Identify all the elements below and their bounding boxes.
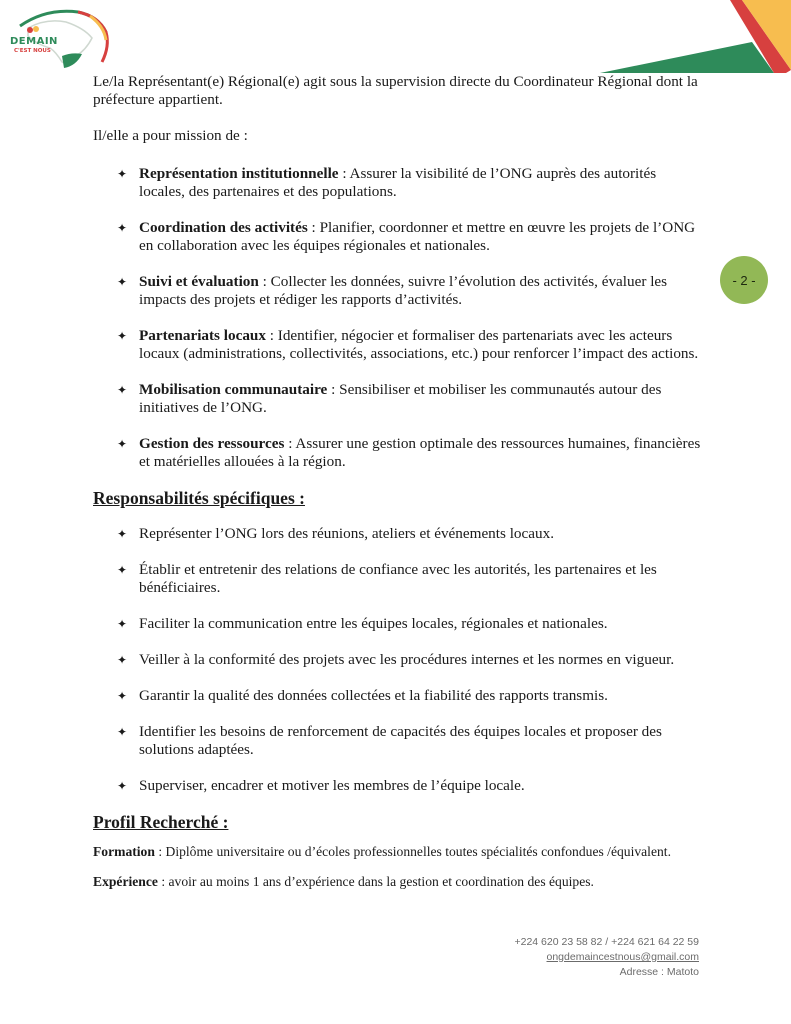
- star-bullet-icon: ✦: [117, 617, 128, 631]
- star-bullet-icon: ✦: [117, 437, 128, 451]
- star-bullet-icon: ✦: [117, 653, 128, 667]
- address: Adresse : Matoto: [619, 966, 699, 978]
- mission-text: : Assurer la visibilité de l’ONG auprès des autorités locales, des partenaires et des populations.: [139, 165, 657, 200]
- mission-lead: Il/elle a pour mission de :: [93, 127, 248, 144]
- logo-subtitle: C'EST NOUS: [14, 48, 51, 54]
- experience-label: Expérience: [93, 874, 158, 889]
- responsibility-text: Superviser, encadrer et motiver les membres de l’équipe locale.: [139, 777, 525, 794]
- mission-item: [117, 273, 703, 309]
- mission-title: Représentation institutionnelle: [139, 165, 339, 182]
- mission-text: : Assurer une gestion optimale des ressources humaines, financières et matérielles allouées à la région.: [139, 435, 701, 470]
- mission-title: Gestion des ressources: [139, 435, 285, 452]
- formation-text: : Diplôme universitaire ou d’écoles professionnelles toutes spécialités confondues /équivalent.: [154, 844, 671, 859]
- star-bullet-icon: ✦: [117, 329, 128, 343]
- mission-text: : Collecter les données, suivre l’évolution des activités, évaluer les impacts des projets et rédiger les rapports d’activités.: [139, 273, 668, 308]
- responsibility-text: Représenter l’ONG lors des réunions, ateliers et événements locaux.: [139, 525, 554, 542]
- missions-list: [93, 165, 703, 471]
- responsibility-item: [117, 615, 703, 633]
- mission-text: : Planifier, coordonner et mettre en œuvre les projets de l’ONG en collaboration avec les équipes régionales et nationales.: [139, 219, 696, 254]
- responsibility-item: [117, 525, 703, 543]
- star-bullet-icon: ✦: [117, 527, 128, 541]
- mission-item: [117, 327, 703, 363]
- star-bullet-icon: ✦: [117, 779, 128, 793]
- mission-text: : Sensibiliser et mobiliser les communautés autour des initiatives de l’ONG.: [139, 381, 662, 416]
- responsibility-text: Garantir la qualité des données collectées et la fiabilité des rapports transmis.: [139, 687, 608, 704]
- responsibility-item: [117, 651, 703, 669]
- responsibility-item: [117, 687, 703, 705]
- email-link[interactable]: ongdemaincestnous@gmail.com: [546, 951, 699, 963]
- responsibility-text: Établir et entretenir des relations de confiance avec les autorités, les partenaires et les bénéficiaires.: [139, 561, 657, 596]
- star-bullet-icon: ✦: [117, 725, 128, 739]
- mission-item: [117, 381, 703, 417]
- responsibility-item: [117, 561, 703, 597]
- document-body: [93, 73, 703, 903]
- mission-text: : Identifier, négocier et formaliser des partenariats avec les acteurs locaux (administrations, collectivités, associations, etc.) pour renforcer l’impact des actions.: [139, 327, 699, 362]
- corner-decoration: [0, 0, 791, 80]
- page-number-badge: - 2 -: [720, 256, 768, 304]
- mission-item: [117, 219, 703, 255]
- experience-text: : avoir au moins 1 ans d’expérience dans la gestion et coordination des équipes.: [157, 874, 594, 889]
- experience-line: [93, 873, 703, 891]
- star-bullet-icon: ✦: [117, 383, 128, 397]
- star-bullet-icon: ✦: [117, 221, 128, 235]
- responsibility-item: [117, 777, 703, 795]
- responsibilities-list: [93, 525, 703, 795]
- mission-title: Partenariats locaux: [139, 327, 266, 344]
- green-band: [600, 42, 774, 73]
- mission-title: Coordination des activités: [139, 219, 308, 236]
- mission-item: [117, 165, 703, 201]
- phone-numbers: +224 620 23 58 82 / +224 621 64 22 59: [514, 936, 699, 948]
- star-bullet-icon: ✦: [117, 563, 128, 577]
- mission-title: Suivi et évaluation: [139, 273, 259, 290]
- mission-title: Mobilisation communautaire: [139, 381, 328, 398]
- formation-line: [93, 843, 703, 861]
- responsibility-item: [117, 723, 703, 759]
- star-bullet-icon: ✦: [117, 167, 128, 181]
- star-bullet-icon: ✦: [117, 689, 128, 703]
- mission-item: [117, 435, 703, 471]
- responsibility-text: Faciliter la communication entre les équipes locales, régionales et nationales.: [139, 615, 608, 632]
- intro-paragraph: Le/la Représentant(e) Régional(e) agit sous la supervision directe du Coordinateur Régional dont la préfecture appartient.: [93, 73, 698, 108]
- responsibility-text: Identifier les besoins de renforcement de capacités des équipes locales et proposer des solutions adaptées.: [139, 723, 662, 758]
- formation-label: Formation: [93, 844, 155, 859]
- logo-title: DEMAIN: [10, 36, 58, 47]
- profile-heading: Profil Recherché :: [93, 812, 229, 832]
- contact-footer: [514, 935, 699, 980]
- star-bullet-icon: ✦: [117, 275, 128, 289]
- responsibility-text: Veiller à la conformité des projets avec les procédures internes et les normes en vigueur.: [139, 651, 675, 668]
- profile-section: [93, 843, 703, 891]
- responsibilities-heading: Responsabilités spécifiques :: [93, 488, 305, 508]
